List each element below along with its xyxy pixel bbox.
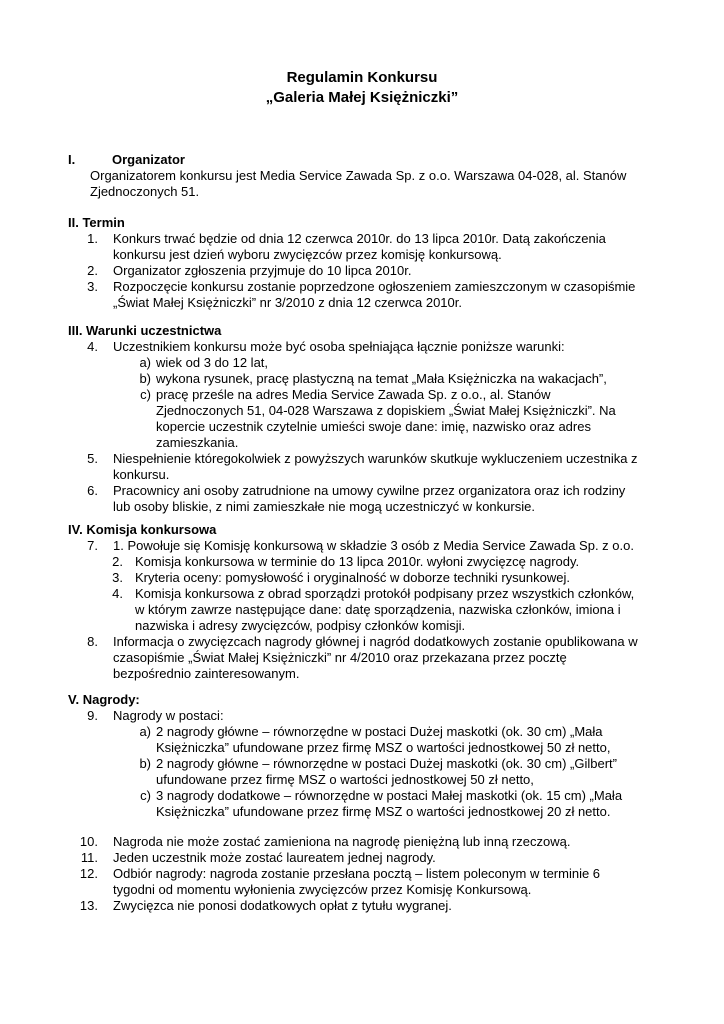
section-heading xyxy=(68,152,660,168)
sub-item xyxy=(68,387,660,451)
list-item xyxy=(68,834,660,850)
item-line: Organizator zgłoszenia przyjmuje do 10 lipca 2010r. xyxy=(113,263,412,278)
spacer xyxy=(68,820,660,834)
item-line: Nagrody w postaci: xyxy=(113,708,224,723)
item-number: 6. xyxy=(87,483,98,498)
sub-item-letter: a) xyxy=(139,355,151,370)
item-line: lub osoby bliskie, z nimi zamieszkałe nie mogą uczestniczyć w konkursie. xyxy=(113,499,535,514)
item-line: Księżniczka” ufundowane przez firmę MSZ o wartości jednostkowej 20 zł netto. xyxy=(156,804,611,819)
document-title: Regulamin Konkursu xyxy=(286,69,438,86)
item-number: 5. xyxy=(87,451,98,466)
item-line: wiek od 3 do 12 lat, xyxy=(156,355,269,370)
item-number: 13. xyxy=(79,898,98,913)
sub-item-number: 2. xyxy=(112,554,123,569)
section-organizer xyxy=(68,152,660,200)
list-item xyxy=(68,866,660,898)
item-line: Niespełnienie któregokolwiek z powyższych warunków skutkuje wykluczeniem uczestnika z xyxy=(113,451,638,466)
sub-item xyxy=(68,554,660,570)
sub-item-number: 3. xyxy=(112,570,123,585)
sub-item-letter: b) xyxy=(139,371,151,386)
item-line: 3 nagrody dodatkowe – równorzędne w postaci Małej maskotki (ok. 15 cm) „Mała xyxy=(156,788,623,803)
item-number: 7. xyxy=(87,538,98,553)
item-line: czasopiśmie „Świat Małej Księżniczki” nr 4/2010 oraz przekazana przez pocztę xyxy=(113,650,567,665)
paragraph-line: Zjednoczonych 51. xyxy=(90,184,200,199)
section-prizes xyxy=(68,692,660,914)
item-number: 3. xyxy=(87,279,98,294)
item-line: Nagroda nie może zostać zamieniona na nagrodę pieniężną lub inną rzeczową. xyxy=(113,834,571,849)
sub-item xyxy=(68,570,660,586)
item-line: Zjednoczonych 51, 04-028 Warszawa z dopiskiem „Świat Małej Księżniczki”. Na xyxy=(156,403,616,418)
list-item xyxy=(68,538,660,554)
list-item xyxy=(68,708,660,724)
item-line: kopercie uczestnik czytelnie umieści swoje dane: imię, nazwisko oraz adres xyxy=(156,419,591,434)
section-number: I. xyxy=(68,152,76,167)
item-line: Zwycięzca nie ponosi dodatkowych opłat z tytułu wygranej. xyxy=(113,898,452,913)
item-line: w którym zawrze następujące dane: datę sporządzenia, nazwiska członków, imiona i xyxy=(135,602,621,617)
section-heading: II. Termin xyxy=(68,215,125,230)
item-line: Jeden uczestnik może zostać laureatem jednej nagrody. xyxy=(113,850,436,865)
section-heading: IV. Komisja konkursowa xyxy=(68,522,217,537)
list-item xyxy=(68,339,660,355)
sub-item xyxy=(68,355,660,371)
item-line: ufundowane przez firmę MSZ o wartości jednostkowej 50 zł netto, xyxy=(156,772,534,787)
document-subtitle: „Galeria Małej Księżniczki” xyxy=(265,89,459,106)
sub-item-letter: b) xyxy=(139,756,151,771)
sub-item xyxy=(68,371,660,387)
item-line: Konkurs trwać będzie od dnia 12 czerwca 2010r. do 13 lipca 2010r. Datą zakończenia xyxy=(113,231,606,246)
item-number: 10. xyxy=(79,834,98,849)
item-number: 4. xyxy=(87,339,98,354)
item-line: konkursu jest dzień wyboru zwycięzców przez komisję konkursową. xyxy=(113,247,502,262)
item-line: 2 nagrody główne – równorzędne w postaci Dużej maskotki (ok. 30 cm) „Gilbert” xyxy=(156,756,617,771)
section-title: Organizator xyxy=(112,152,185,167)
sub-item-letter: c) xyxy=(140,788,151,803)
list-item xyxy=(68,263,660,279)
item-line: pracę prześle na adres Media Service Zawada Sp. z o.o., al. Stanów xyxy=(156,387,551,402)
item-line: nazwiska i adresy zwycięzców, podpisy członków komisji. xyxy=(135,618,466,633)
item-line: „Świat Małej Księżniczki” nr 3/2010 z dnia 12 czerwca 2010r. xyxy=(113,295,462,310)
item-line: Odbiór nagrody: nagroda zostanie przesłana pocztą – listem poleconym w terminie 6 xyxy=(113,866,601,881)
list-item xyxy=(68,483,660,515)
item-line: bezpośrednio zainteresowanym. xyxy=(113,666,300,681)
sub-item-letter: c) xyxy=(140,387,151,402)
section-heading: V. Nagrody: xyxy=(68,692,140,707)
item-number: 11. xyxy=(80,850,98,865)
item-line: Komisja konkursowa w terminie do 13 lipca 2010r. wyłoni zwycięzcę nagrody. xyxy=(135,554,580,569)
item-line: wykona rysunek, pracę plastyczną na temat „Mała Księżniczka na wakacjach”, xyxy=(156,371,607,386)
sub-item-number: 4. xyxy=(112,586,123,601)
section-heading: III. Warunki uczestnictwa xyxy=(68,323,222,338)
sub-item xyxy=(68,724,660,756)
paragraph-line: Organizatorem konkursu jest Media Service Zawada Sp. z o.o. Warszawa 04-028, al. Stanów xyxy=(90,168,627,183)
item-number: 2. xyxy=(87,263,98,278)
item-number: 8. xyxy=(87,634,98,649)
item-line: konkursu. xyxy=(113,467,170,482)
item-line: Rozpoczęcie konkursu zostanie poprzedzone ogłoszeniem zamieszczonym w czasopiśmie xyxy=(113,279,636,294)
sub-item-letter: a) xyxy=(139,724,151,739)
section-conditions xyxy=(68,323,660,515)
list-item xyxy=(68,451,660,483)
section-term xyxy=(68,215,660,311)
sub-item xyxy=(68,756,660,788)
list-item xyxy=(68,279,660,311)
item-line: zamieszkania. xyxy=(156,435,239,450)
item-line: 2 nagrody główne – równorzędne w postaci Dużej maskotki (ok. 30 cm) „Mała xyxy=(156,724,603,739)
sub-item xyxy=(68,586,660,634)
list-item xyxy=(68,898,660,914)
list-item xyxy=(68,850,660,866)
item-line: 1. Powołuje się Komisję konkursową w składzie 3 osób z Media Service Zawada Sp. z o.o. xyxy=(113,538,634,553)
list-item xyxy=(68,634,660,682)
item-line: Pracownicy ani osoby zatrudnione na umowy cywilne przez organizatora oraz ich rodziny xyxy=(113,483,626,498)
list-item xyxy=(68,231,660,263)
item-line: tygodni od momentu wyłonienia zwycięzców przez Komisję Konkursową. xyxy=(113,882,532,897)
section-committee xyxy=(68,522,660,682)
item-line: Uczestnikiem konkursu może być osoba spełniająca łącznie poniższe warunki: xyxy=(113,339,565,354)
item-line: Komisja konkursowa z obrad sporządzi protokół podpisany przez wszystkich członków, xyxy=(135,586,635,601)
item-line: Księżniczka” ufundowane przez firmę MSZ o wartości jednostkowej 50 zł netto, xyxy=(156,740,611,755)
item-number: 12. xyxy=(79,866,98,881)
item-number: 9. xyxy=(87,708,98,723)
sub-item xyxy=(68,788,660,820)
item-line: Kryteria oceny: pomysłowość i oryginalność w doborze techniki rysunkowej. xyxy=(135,570,570,585)
item-line: Informacja o zwycięzcach nagrody głównej i nagród dodatkowych zostanie opublikowana w xyxy=(113,634,638,649)
item-number: 1. xyxy=(87,231,98,246)
